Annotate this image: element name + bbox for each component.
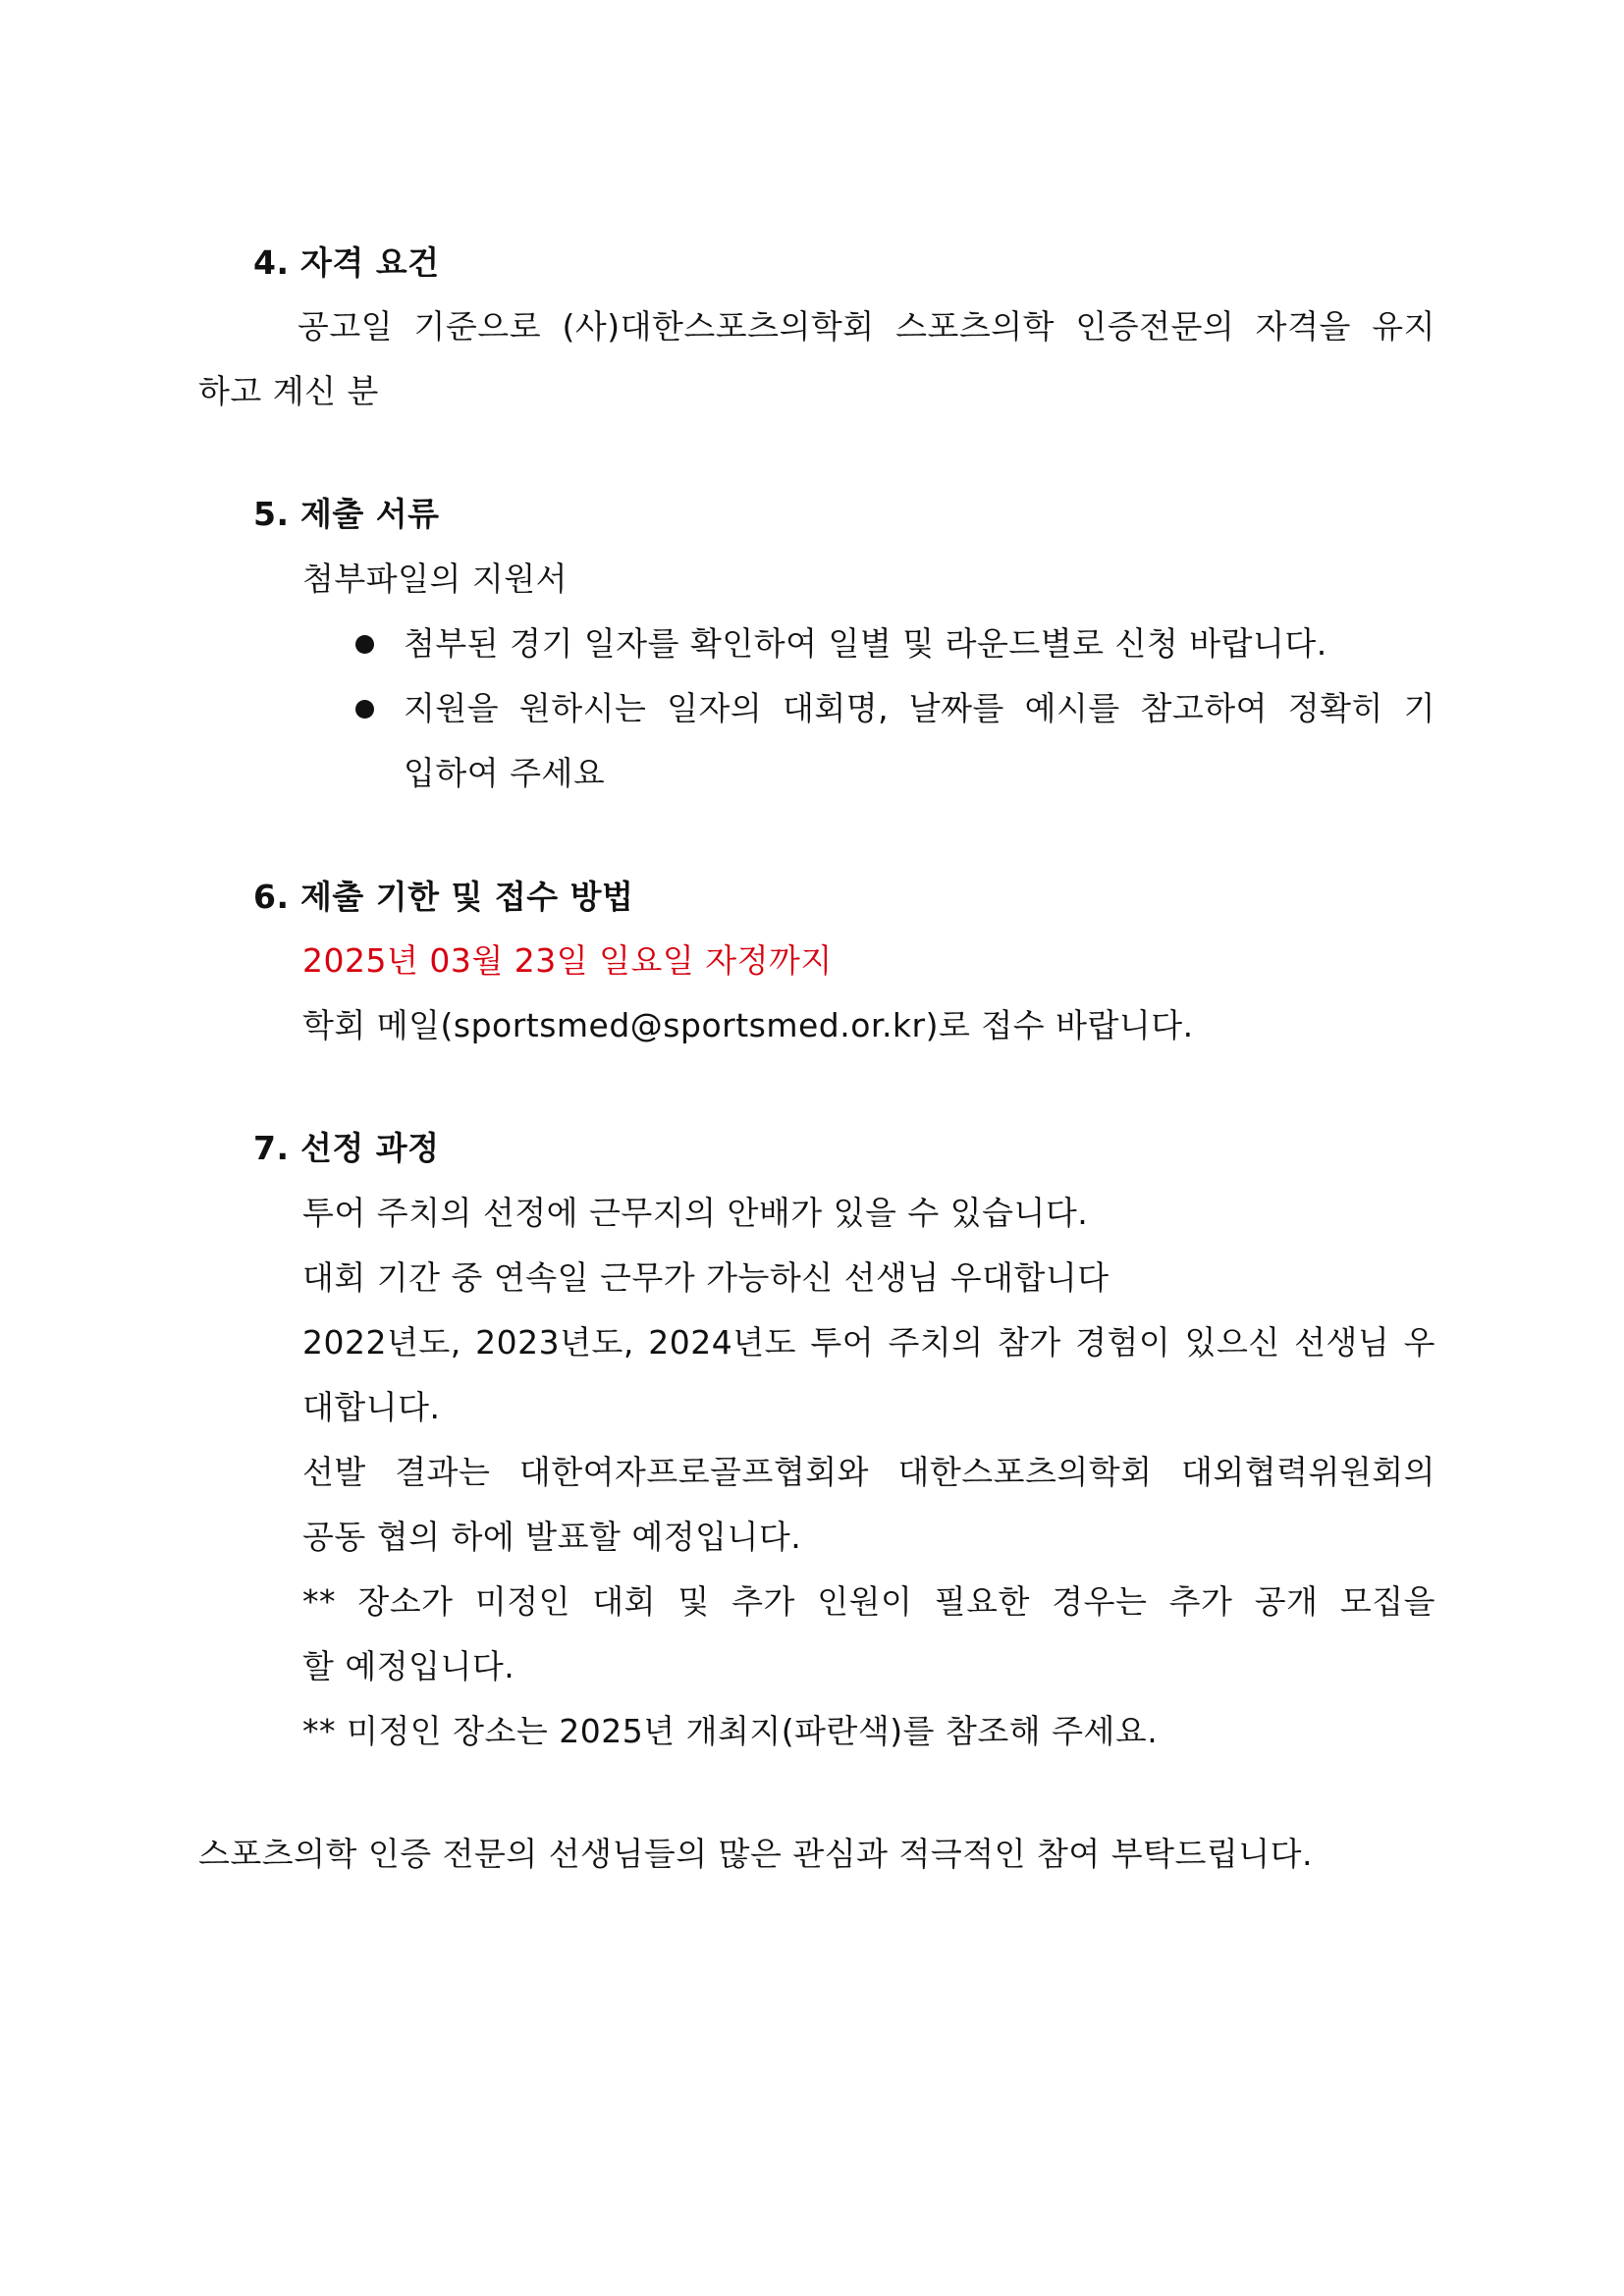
section-7-line: 선발 결과는 대한여자프로골프협회와 대한스포츠의학회 대외협력위원회의 [302,1453,1435,1491]
section-7-line: 대회 기간 중 연속일 근무가 가능하신 선생님 우대합니다 [302,1258,1110,1297]
section-6-heading [253,876,633,919]
section-7-line: 할 예정입니다. [302,1647,515,1685]
section-4-body-line-1: 공고일 기준으로 (사)대한스포츠의학회 스포츠의학 인증전문의 자격을 유지 [298,307,1435,346]
section-6-number: 6. [253,878,290,916]
section-7-line: 투어 주치의 선정에 근무지의 안배가 있을 수 있습니다. [302,1194,1089,1232]
section-7-line: ** 미정인 장소는 2025년 개최지(파란색)를 참조해 주세요. [302,1712,1159,1750]
section-4-body-line-2: 하고 계신 분 [198,372,379,410]
section-5-number: 5. [253,495,290,533]
section-7-title: 선정 과정 [300,1129,440,1167]
section-7-line: 2022년도, 2023년도, 2024년도 투어 주치의 참가 경험이 있으신 선생님 우 [302,1323,1435,1362]
section-5-intro: 첨부파일의 지원서 [302,560,568,598]
section-5-bullet-2-line-2: 입하여 주세요 [404,754,606,792]
section-5-title: 제출 서류 [300,495,440,533]
bullet-icon [355,700,374,719]
section-5-heading [253,493,440,536]
section-5-bullet-1: 첨부된 경기 일자를 확인하여 일별 및 라운드별로 신청 바랍니다. [404,624,1327,663]
section-7-line: 공동 협의 하에 발표할 예정입니다. [302,1518,802,1556]
section-7-line: ** 장소가 미정인 대회 및 추가 인원이 필요한 경우는 추가 공개 모집을 [302,1582,1435,1621]
section-7-line: 대합니다. [302,1388,441,1426]
section-4-title: 자격 요건 [300,243,440,282]
section-7-heading [253,1127,440,1170]
section-6-email-line: 학회 메일(sportsmed@sportsmed.or.kr)로 접수 바랍니다. [302,1006,1194,1044]
closing-message: 스포츠의학 인증 전문의 선생님들의 많은 관심과 적극적인 참여 부탁드립니다. [198,1835,1314,1873]
bullet-icon [355,635,374,654]
section-5-bullet-2-line-1: 지원을 원하시는 일자의 대회명, 날짜를 예시를 참고하여 정확히 기 [404,689,1435,727]
section-7-number: 7. [253,1129,290,1167]
section-4-heading [253,241,440,285]
section-6-title: 제출 기한 및 접수 방법 [300,878,634,916]
section-6-deadline: 2025년 03월 23일 일요일 자정까지 [302,941,833,980]
section-4-number: 4. [253,243,290,282]
